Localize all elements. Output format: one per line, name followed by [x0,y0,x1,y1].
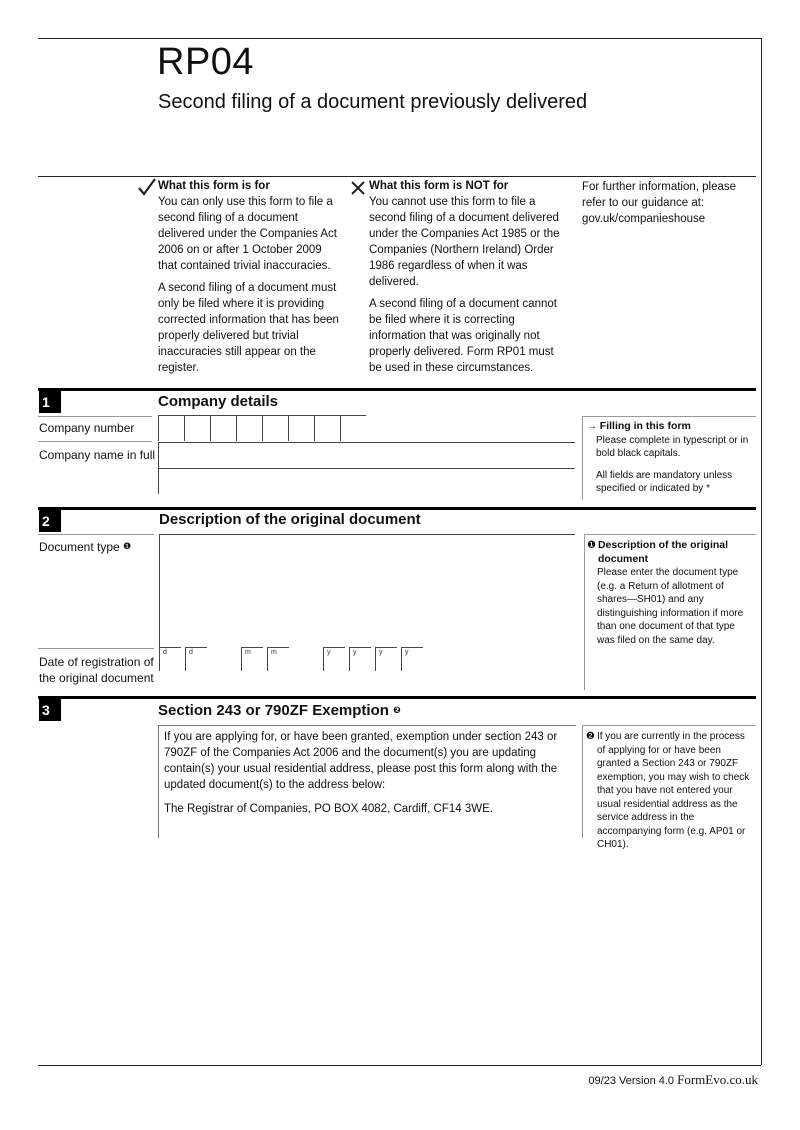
company-number-digit-5[interactable] [262,415,288,441]
company-number-digit-2[interactable] [184,415,210,441]
top-rule [38,38,761,39]
for-paragraph-2: A second filing of a document must only be filed where it is providing corrected information that has been properly delivered but trivial inaccuracies still appear on the register. [158,282,339,374]
check-icon [137,177,157,197]
description-note-text: Please enter the document type (e.g. a Return of allotment of shares—SH01) and any distinguishing information if more than one document of that type was filed on the same day. [597,567,744,646]
exemption-text [164,729,569,823]
exemption-note-text: If you are currently in the process of applying for or have been granted a Section 243 or 790ZF exemption, you may wish to check that you have not entered your usual residential address as the service address in the accompanying form (e.g. AP01 or CH01). [596,731,750,850]
section-3-rule [38,696,756,699]
exemption-paragraph-1: If you are applying for, or have been granted, exemption under section 243 or 790ZF of the Companies Act 2006 and the document(s) you are updating contain(s) your usual residential address, please post this form along with the updated document(s) to the address below: [164,731,558,791]
not-for-paragraph-2: A second filing of a document cannot be filed where it is correcting information that was originally not properly delivered. Form RP01 must be used in these circumstances. [369,298,557,374]
section-2-number: 2 [39,510,61,532]
note-1-marker: ❶ [123,541,132,551]
section-1-side-divider [582,416,583,500]
company-number-digit-1[interactable] [158,415,184,441]
company-number-digit-7[interactable] [314,415,340,441]
what-form-is-for [158,179,343,382]
right-frame [761,38,762,1065]
date-year-4[interactable]: y [401,647,423,671]
company-number-digit-3[interactable] [210,415,236,441]
document-type-text: Document type [39,540,120,554]
section-2-left-rule [38,534,154,535]
form-code: RP04 [157,41,255,83]
section-2-side-divider [584,534,585,690]
date-day-1[interactable]: d [159,647,181,671]
footer [588,1072,758,1088]
date-day-2[interactable]: d [185,647,207,671]
section-1-left-rule [38,416,152,417]
date-of-registration-label: Date of registration of the original document [39,655,154,685]
date-year-3[interactable]: y [375,647,397,671]
exemption-note [586,730,754,852]
for-heading: What this form is for [158,180,270,192]
company-number-input[interactable] [158,415,368,441]
description-note [587,539,747,647]
further-information: For further information, please refer to our guidance at: gov.uk/companieshouse [582,181,737,225]
section-1-label-sep [38,441,152,442]
note-1-icon: ❶ [587,540,596,551]
date-year-2[interactable]: y [349,647,371,671]
arrow-right-icon: → [587,421,597,432]
section-1-number: 1 [39,391,61,413]
document-type-input[interactable] [159,534,575,648]
filling-in-form-text-2: All fields are mandatory unless specified or indicated by * [596,469,733,494]
company-name-label: Company name in full [39,448,156,462]
section-3-side-divider [582,725,583,838]
note-2-marker: ❷ [393,705,401,715]
section-2-side-rule [584,534,756,535]
not-for-heading: What this form is NOT for [369,180,509,192]
filling-in-form-note [587,420,753,496]
section-3-top-border [158,725,576,726]
footer-version: 09/23 Version 4.0 [588,1075,675,1087]
section-3-left-border [158,725,159,838]
for-paragraph-1: You can only use this form to file a second filing of a document delivered under the Companies Act 2006 on or after 1 October 2009 that contained trivial inaccuracies. [158,196,337,272]
footer-brand: FormEvo.co.uk [677,1072,758,1087]
company-number-digit-6[interactable] [288,415,314,441]
form-title: Second filing of a document previously delivered [158,91,588,113]
what-form-is-not-for [369,179,569,382]
section-3-title-text: Section 243 or 790ZF Exemption [158,702,389,719]
company-number-digit-4[interactable] [236,415,262,441]
section-2-date-sep [38,648,154,649]
section-3-title [158,702,401,719]
section-1-side-rule [582,416,756,417]
section-3-side-rule [582,725,756,726]
section-2-rule [38,507,756,510]
company-number-digit-8[interactable] [340,415,366,441]
cross-icon [350,180,366,196]
company-name-field-line-1[interactable] [158,442,575,468]
company-number-label: Company number [39,421,135,435]
company-name-field-line-2[interactable] [158,468,575,494]
section-3-number: 3 [39,699,61,721]
date-year-1[interactable]: y [323,647,345,671]
exemption-address: The Registrar of Companies, PO BOX 4082, Cardiff, CF14 3WE. [164,803,493,815]
date-month-1[interactable]: m [241,647,263,671]
bottom-rule [38,1065,761,1066]
filling-in-form-title: Filling in this form [599,420,691,432]
note-2-icon: ❷ [586,731,595,742]
date-month-2[interactable]: m [267,647,289,671]
section-2-title: Description of the original document [159,511,421,528]
not-for-paragraph-1: You cannot use this form to file a second filing of a document delivered under the Companies Act 1985 or the Companies (Northern Ireland) Order 1986 regardless of when it was delivered. [369,196,560,288]
section-1-title: Company details [158,393,279,410]
document-type-label [39,538,131,555]
section-1-rule [38,388,756,391]
date-of-registration-input[interactable] [159,647,429,671]
description-note-title: Description of the original document [597,539,729,565]
filling-in-form-text-1: Please complete in typescript or in bold black capitals. [596,434,749,459]
